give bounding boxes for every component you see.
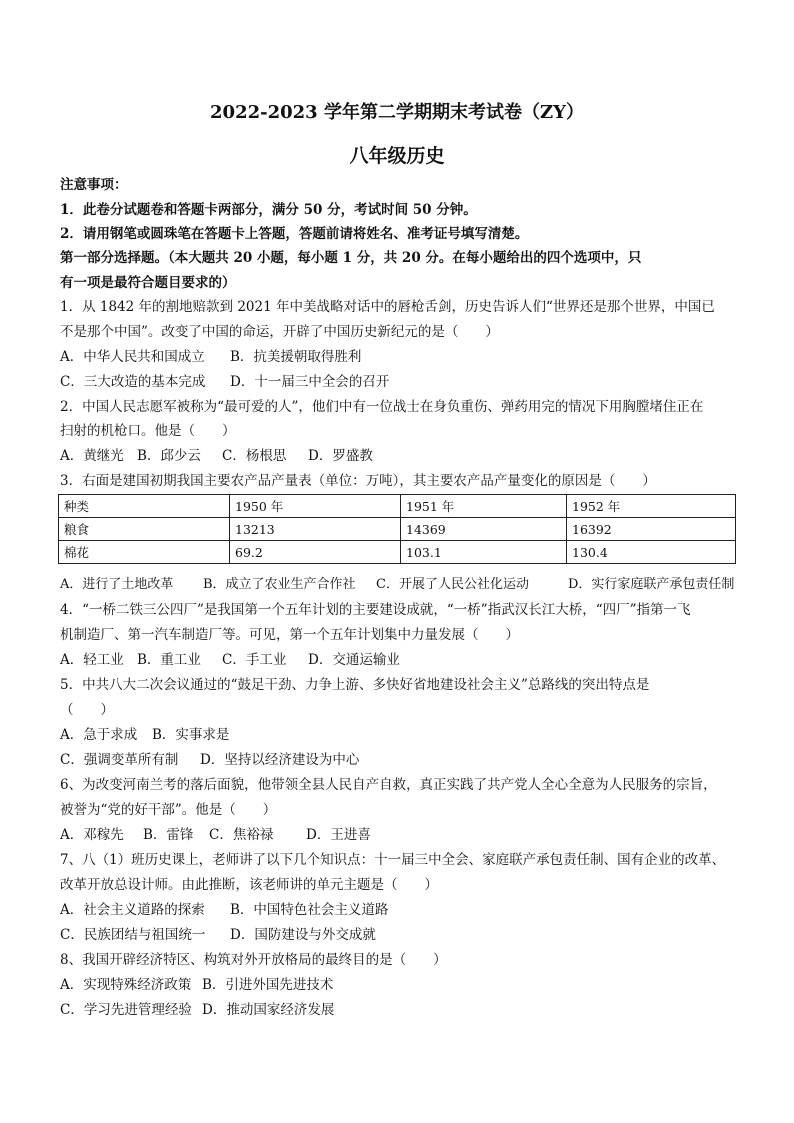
q1-stem-line-2: 不是那个中国”。改变了中国的命运，开辟了中国历史新纪元的是（ ） <box>60 324 499 340</box>
table-header-cell: 种类 <box>59 495 230 518</box>
q4-option-d: D．交通运输业 <box>308 652 400 668</box>
note-1: 1．此卷分试题卷和答题卡两部分，满分 50 分，考试时间 50 分钟。 <box>60 202 477 218</box>
crop-production-table <box>58 494 736 564</box>
q4-stem-line-2: 机制造厂、第一汽车制造厂等。可见，第一个五年计划集中力量发展（ ） <box>60 627 519 643</box>
q6-options <box>60 826 371 844</box>
q3-option-c: C．开展了人民公社化运动 <box>376 577 529 592</box>
q8-option-c: C．学习先进管理经验 <box>60 1002 192 1018</box>
q7-stem-line-1: 7、八（1）班历史课上，老师讲了以下几个知识点：十一届三中全会、家庭联产承包责任制、国有企业的改革、 <box>60 852 726 868</box>
q4-stem-line-1: 4．“一桥二铁三公四厂”是我国第一个五年计划的主要建设成就，“一桥”指武汉长江大桥，“四厂”指第一飞 <box>60 602 691 618</box>
table-header-cell: 1951 年 <box>401 495 567 518</box>
q1-options-row-2 <box>60 373 389 391</box>
q4-option-c: C．手工业 <box>222 652 287 668</box>
q5-option-a: A．急于求成 <box>60 727 138 743</box>
table-cell: 16392 <box>567 518 736 541</box>
table-row <box>59 541 736 564</box>
q3-option-d: D．实行家庭联产承包责任制 <box>568 577 735 592</box>
table-cell: 棉花 <box>59 541 230 564</box>
q7-option-b: B．中国特色社会主义道路 <box>230 902 389 918</box>
table-header-cell: 1950 年 <box>230 495 401 518</box>
table-header-row <box>59 495 736 518</box>
q5-option-d: D．坚持以经济建设为中心 <box>200 752 360 768</box>
table-row <box>59 518 736 541</box>
q8-stem-line-1: 8、我国开辟经济特区、构筑对外开放格局的最终目的是（ ） <box>60 952 447 968</box>
table-cell: 粮食 <box>59 518 230 541</box>
q2-option-a: A．黄继光 <box>60 448 124 464</box>
notes-heading: 注意事项： <box>60 177 128 193</box>
q6-stem-line-2: 被誉为“党的好干部”。他是（ ） <box>60 802 277 818</box>
q8-options-row-1 <box>60 976 333 994</box>
q6-option-d: D．王进喜 <box>306 827 371 843</box>
table-cell: 14369 <box>401 518 567 541</box>
note-2: 2．请用钢笔或圆珠笔在答题卡上答题，答题前请将姓名、准考证号填写清楚。 <box>60 226 529 242</box>
q2-stem-line-1: 2．中国人民志愿军被称为“最可爱的人”，他们中有一位战士在身负重伤、弹药用完的情况下用胸膛堵住正在 <box>60 399 704 415</box>
q5-options-row-1 <box>60 726 229 744</box>
q6-option-b: B．雷锋 <box>143 827 194 843</box>
q3-option-a: A．进行了土地改革 <box>60 577 174 592</box>
section1-line-1: 第一部分选择题。（本大题共 20 小题，每小题 1 分，共 20 分。在每小题给出的四个选项中，只 <box>60 250 642 266</box>
q3-stem-line-1: 3．右面是建国初期我国主要农产品产量表（单位：万吨），其主要农产品产量变化的原因是（ ） <box>60 473 656 489</box>
table-cell: 13213 <box>230 518 401 541</box>
q6-option-c: C．焦裕禄 <box>209 827 274 843</box>
q2-options <box>60 447 373 465</box>
table-header-cell: 1952 年 <box>567 495 736 518</box>
q5-stem-line-1: 5．中共八大二次会议通过的“鼓足干劲、力争上游、多快好省地建设社会主义”总路线的突出特点是 <box>60 677 650 693</box>
q4-options <box>60 651 400 669</box>
q8-option-a: A．实现特殊经济政策 <box>60 977 192 993</box>
q2-option-b: B．邱少云 <box>137 448 201 464</box>
q8-options-row-2 <box>60 1001 334 1019</box>
q7-option-d: D．国防建设与外交成就 <box>230 927 376 943</box>
exam-subtitle: 八年级历史 <box>349 145 445 167</box>
q1-option-b: B．抗美援朝取得胜利 <box>230 349 362 365</box>
table-cell: 69.2 <box>230 541 401 564</box>
section1-line-2: 有一项是最符合题目要求的） <box>60 275 236 291</box>
q7-stem-line-2: 改革开放总设计师。由此推断，该老师讲的单元主题是（ ） <box>60 877 438 893</box>
exam-title: 2022-2023 学年第二学期期末考试卷（ZY） <box>210 102 584 123</box>
table-cell: 130.4 <box>567 541 736 564</box>
q5-option-c: C．强调变革所有制 <box>60 752 179 768</box>
q1-stem-line-1: 1．从 1842 年的割地赔款到 2021 年中美战略对话中的唇枪舌剑，历史告诉人们“世界还是那个世界，中国已 <box>60 299 715 315</box>
q6-stem-line-1: 6、为改变河南兰考的落后面貌，他带领全县人民自产自救，真正实践了共产党人全心全意为人民服务的宗旨， <box>60 777 717 793</box>
q8-option-d: D．推动国家经济发展 <box>202 1002 335 1018</box>
q6-option-a: A．邓稼先 <box>60 827 124 843</box>
q1-option-c: C．三大改造的基本完成 <box>60 374 206 390</box>
q1-option-a: A．中华人民共和国成立 <box>60 349 205 365</box>
q4-option-b: B．重工业 <box>137 652 201 668</box>
q2-option-d: D．罗盛教 <box>308 448 373 464</box>
q5-options-row-2 <box>60 751 359 769</box>
q5-stem-line-2: （ ） <box>60 702 114 718</box>
q7-options-row-2 <box>60 926 376 944</box>
q7-option-c: C．民族团结与祖国统一 <box>60 927 206 943</box>
q2-stem-line-2: 扫射的机枪口。他是（ ） <box>60 423 236 439</box>
q5-option-b: B．实事求是 <box>152 727 230 743</box>
q7-options-row-1 <box>60 901 388 919</box>
q1-option-d: D．十一届三中全会的召开 <box>230 374 390 390</box>
table-cell: 103.1 <box>401 541 567 564</box>
q1-options-row-1 <box>60 348 361 366</box>
q3-option-b: B．成立了农业生产合作社 <box>203 577 356 592</box>
q4-option-a: A．轻工业 <box>60 652 124 668</box>
q2-option-c: C．杨根思 <box>222 448 287 464</box>
q8-option-b: B．引进外国先进技术 <box>202 977 334 993</box>
q3-options <box>60 576 734 594</box>
q7-option-a: A．社会主义道路的探索 <box>60 902 205 918</box>
